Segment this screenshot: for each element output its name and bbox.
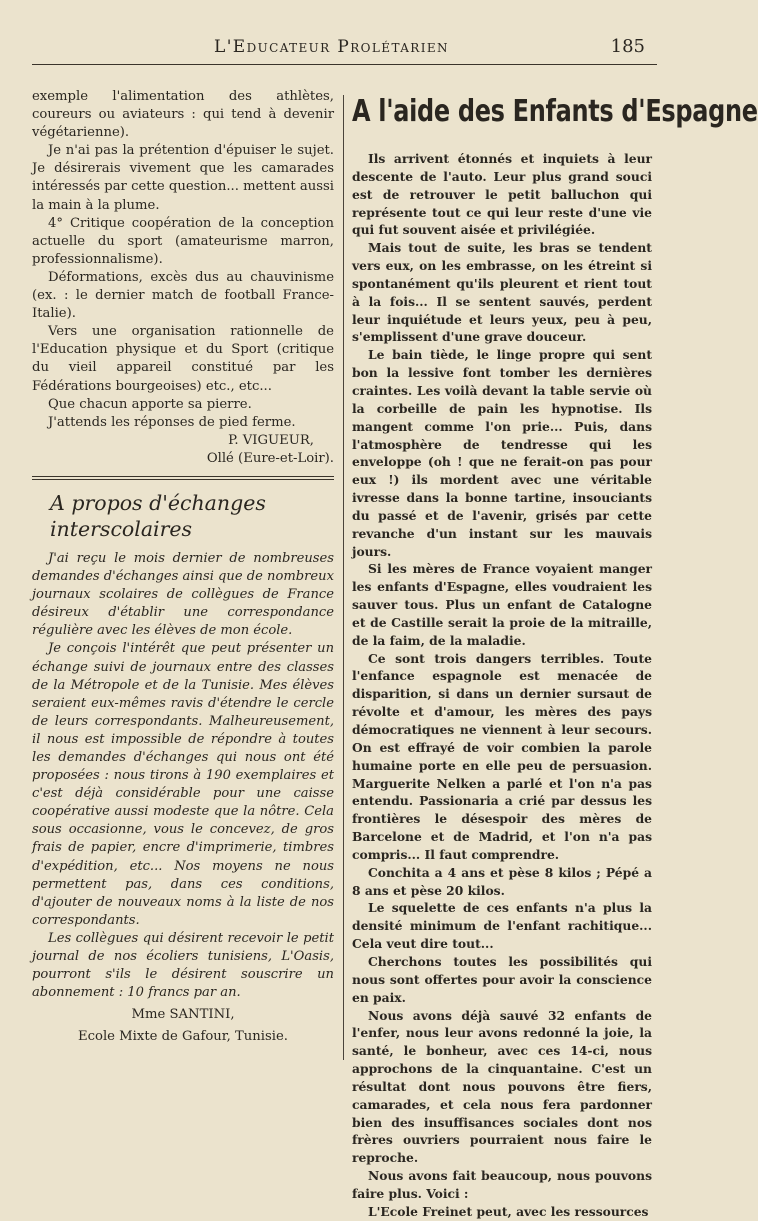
paragraph: exemple l'alimentation des athlètes, coureurs ou aviateurs : qui tend à devenir végétarienne). <box>32 89 334 141</box>
paragraph: Déformations, excès dus au chauvinisme (ex. : le dernier match de football France-Italie). <box>32 269 334 322</box>
paragraph: Nous avons fait beaucoup, nous pouvons faire plus. Voici : <box>352 1168 652 1201</box>
paragraph: Vers une organisation rationnelle de l'Education physique et du Sport (critique du vieil appareil constitué par les Fédérations bourgeoises) etc., etc... <box>32 324 334 394</box>
headline: A l'aide des Enfants d'Espagne <box>352 94 758 129</box>
paragraph: Mais tout de suite, les bras se tendent vers eux, on les embrasse, on les étreint si spontanément qu'ils pleurent et rient tout à la fois... Il se sentent sauvés, perdent leur inquiétude et leurs yeux, peu à peu, s'emplissent d'une grave douceur. <box>352 240 652 345</box>
paragraph: Si les mères de France voyaient manger les enfants d'Espagne, elles voudraient les sauver tous. Plus un enfant de Catalogne et de Castille serait la proie de la mitraille, de la faim, de la maladie. <box>352 561 652 648</box>
author-place: Ollé (Eure-et-Loir). <box>206 450 334 466</box>
paragraph: Nous avons déjà sauvé 32 enfants de l'enfer, nous leur avons redonné la joie, la santé, le bonheur, avec ces 14-ci, nous approchons de la cinquantaine. C'est un résultat dont nous pouvons être fiers, camarades, et cela nous fera pardonner bien des insuffisances sociales dont nos frères ouvriers pourraient nous faire le reproche. <box>352 1007 652 1166</box>
paragraph: Conchita a 4 ans et pèse 8 kilos ; Pépé a 8 ans et pèse 20 kilos. <box>352 864 652 898</box>
author-name: Mme SANTINI, <box>131 1007 235 1023</box>
paragraph: Ils arrivent étonnés et inquiets à leur descente de l'auto. Leur plus grand souci est de retrouver le petit balluchon qui représente tout ce qui leur reste d'une vie qui fut souvent aisée et privilégiée. <box>352 151 652 238</box>
journal-title: L'Educateur Prolétarien <box>214 37 449 57</box>
paragraph: J'ai reçu le mois dernier de nombreuses demandes d'échanges ainsi que de nombreux journaux scolaires de collègues de France désireux d'établir une correspondance régulière avec les élèves de mon école. <box>32 550 335 639</box>
paragraph: J'attends les réponses de pied ferme. <box>48 414 296 430</box>
paragraph: Le bain tiède, le linge propre qui sent bon la lessive font tomber les dernières craintes. Les voilà devant la table servie où la corbeille de pain les hypnotise. Ils mangent comme l'on prie... Puis, dans l'atmosphère de tendresse qui les enveloppe (oh ! que ne ferait-on pas pour eux !) ils mordent avec une véritable ivresse dans la bonne tartine, insouciants du passé et de l'avenir, grisés par cette revanche d'un instant sur les mauvais jours. <box>352 347 652 559</box>
page-number: 185 <box>610 36 645 57</box>
article-title: A propos d'échanges interscolaires <box>50 490 266 541</box>
author-school: Ecole Mixte de Gafour, Tunisie. <box>78 1029 288 1045</box>
running-header <box>32 34 657 65</box>
right-column <box>352 88 758 1221</box>
section-rule <box>32 476 334 480</box>
paragraph: Cherchons toutes les possibilités qui nous sont offertes pour avoir la conscience en paix. <box>352 953 652 1005</box>
author-name: P. VIGUEUR, <box>228 432 314 448</box>
paragraph: Que chacun apporte sa pierre. <box>48 396 252 412</box>
paragraph: Je conçois l'intérêt que peut présenter un échange suivi de journaux entre des classes de la Métropole et de la Tunisie. Mes élèves seraient eux-mêmes ravis d'étendre le cercle de leurs correspondants. Malheureusement, il nous est impossible de répondre à toutes les demandes d'échanges qui nous ont été proposées : nous tirons à 190 exemplaires et c'est déjà considérable pour une caisse coopérative aussi modeste que la nôtre. Cela sous occasionne, vous le concevez, de gros frais de papier, encre d'imprimerie, timbres d'expédition, etc... Nos moyens ne nous permettent pas, dans ces conditions, d'ajouter de nouveaux noms à la liste de nos correspondants. <box>32 641 334 928</box>
paragraph: L'Ecole Freinet peut, avec les ressources <box>368 1203 649 1219</box>
left-column <box>32 88 334 1046</box>
paragraph: Ce sont trois dangers terribles. Toute l'enfance espagnole est menacée de disparition, si dans un dernier sursaut de révolte et d'amour, les mères des pays démocratiques ne viennent à leur secours. On est effrayé de voir combien la parole humaine porte en elle peu de persuasion. Marguerite Nelken a parlé et l'on n'a pas entendu. Passionaria a crié par dessus les frontières le désespoir des mères de Barcelone et de Madrid, et l'on n'a pas compris... Il faut comprendre. <box>352 650 652 862</box>
article-body <box>32 550 334 1002</box>
column-divider <box>343 95 344 1060</box>
paragraph: 4° Critique coopération de la conception actuelle du sport (amateurisme marron, professionnalisme). <box>32 215 334 267</box>
paragraph: Le squelette de ces enfants n'a plus la densité minimum de l'enfant rachitique... Cela veut dire tout... <box>352 900 652 952</box>
paragraph: Les collègues qui désirent recevoir le petit journal de nos écoliers tunisiens, L'Oasis, pourront s'ils le désirent souscrire un abonnement : 10 francs par an. <box>32 930 334 1001</box>
paragraph: Je n'ai pas la prétention d'épuiser le sujet. Je désirerais vivement que les camarades intéressés par cette question... mettent aussi la main à la plume. <box>32 143 334 213</box>
